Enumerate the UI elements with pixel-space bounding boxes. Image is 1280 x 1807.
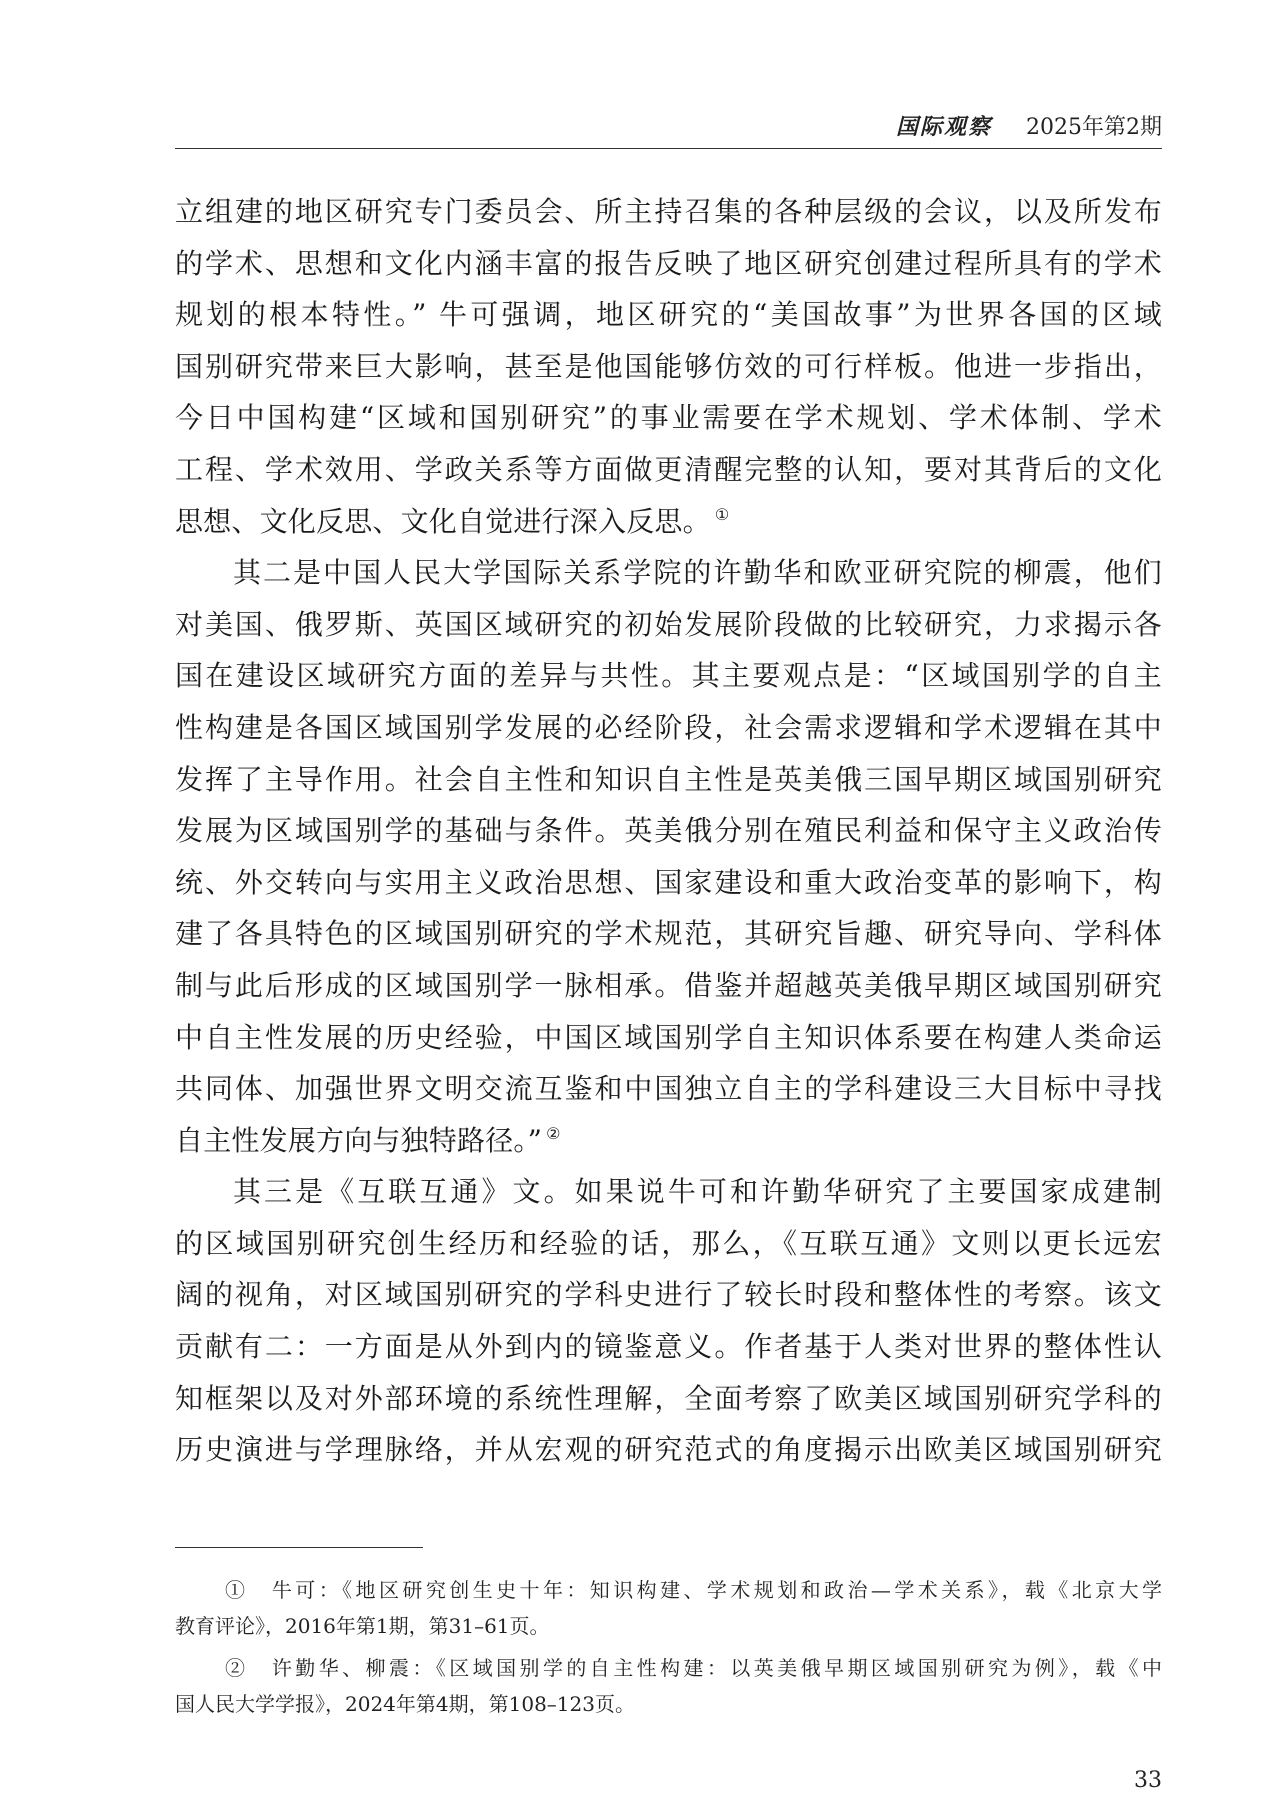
text-line [175,1115,1162,1167]
text-line-content: 思想、文化反思、文化自觉进行深入反思。 [175,504,711,538]
text-line: 历史演进与学理脉络，并从宏观的研究范式的角度揭示出欧美区域国别研究 [175,1433,1162,1467]
footnote-2-line-2: 国人民大学学报》，2024年第4期，第108–123页。 [175,1692,635,1716]
footnote-1-line-2: 教育评论》，2016年第1期，第31–61页。 [175,1614,550,1638]
text-line: 其二是中国人民大学国际关系学院的许勤华和欧亚研究院的柳震，他们 [233,556,1162,590]
text-line: 制与此后形成的区域国别学一脉相承。借鉴并超越英美俄早期区域国别研究 [175,968,1162,1002]
page-number: 33 [1134,1768,1162,1793]
text-line: 发展为区域国别学的基础与条件。英美俄分别在殖民利益和保守主义政治传 [175,814,1162,848]
text-line: 国别研究带来巨大影响，甚至是他国能够仿效的可行样板。他进一步指出， [175,349,1162,383]
text-line: 阔的视角，对区域国别研究的学科史进行了较长时段和整体性的考察。该文 [175,1278,1162,1312]
text-line: 国在建设区域研究方面的差异与共性。其主要观点是：“区域国别学的自主 [175,659,1162,693]
footnote-separator [175,1547,423,1548]
text-line-content: 自主性发展方向与独特路径。” [175,1123,543,1157]
footnote-ref[interactable]: ① [714,505,730,525]
running-header [175,108,1162,149]
text-line: 对美国、俄罗斯、英国区域研究的初始发展阶段做的比较研究，力求揭示各 [175,607,1162,641]
footnote-ref[interactable]: ② [546,1124,561,1144]
footnote-2-line-1: ② 许勤华、柳震：《区域国别学的自主性构建：以英美俄早期区域国别研究为例》，载《中 [225,1656,1162,1680]
text-line: 立组建的地区研究专门委员会、所主持召集的各种层级的会议，以及所发布 [175,195,1162,228]
body-text [175,186,1162,1476]
text-line: 今日中国构建“区域和国别研究”的事业需要在学术规划、学术体制、学术 [175,401,1162,435]
text-line: 发挥了主导作用。社会自主性和知识自主性是英美俄三国早期区域国别研究 [175,762,1162,796]
text-line: 贡献有二：一方面是从外到内的镜鉴意义。作者基于人类对世界的整体性认 [175,1330,1162,1364]
text-line: 规划的根本特性。” 牛可强调，地区研究的“美国故事”为世界各国的区域 [175,298,1162,332]
text-line: 其三是《互联互通》文。如果说牛可和许勤华研究了主要国家成建制 [233,1175,1162,1209]
text-line: 建了各具特色的区域国别研究的学术规范，其研究旨趣、研究导向、学科体 [175,917,1162,951]
text-line: 共同体、加强世界文明交流互鉴和中国独立自主的学科建设三大目标中寻找 [175,1072,1162,1106]
footnotes [175,1572,1162,1722]
footnote-1-line-1: ① 牛可：《地区研究创生史十年：知识构建、学术规划和政治—学术关系》，载《北京大学 [225,1578,1162,1602]
text-line: 性构建是各国区域国别学发展的必经阶段，社会需求逻辑和学术逻辑在其中 [175,710,1162,744]
issue-label: 2025年第2期 [1026,115,1162,140]
text-line [175,496,1162,548]
text-line: 知框架以及对外部环境的系统性理解，全面考察了欧美区域国别研究学科的 [175,1381,1162,1415]
text-line: 统、外交转向与实用主义政治思想、国家建设和重大政治变革的影响下，构 [175,865,1162,899]
text-line: 中自主性发展的历史经验，中国区域国别学自主知识体系要在构建人类命运 [175,1020,1162,1054]
journal-title: 国际观察 [895,115,992,140]
text-line: 的学术、思想和文化内涵丰富的报告反映了地区研究创建过程所具有的学术 [175,246,1162,280]
text-line: 的区域国别研究创生经历和经验的话，那么，《互联互通》文则以更长远宏 [175,1226,1162,1260]
text-line: 工程、学术效用、学政关系等方面做更清醒完整的认知，要对其背后的文化 [175,452,1162,486]
